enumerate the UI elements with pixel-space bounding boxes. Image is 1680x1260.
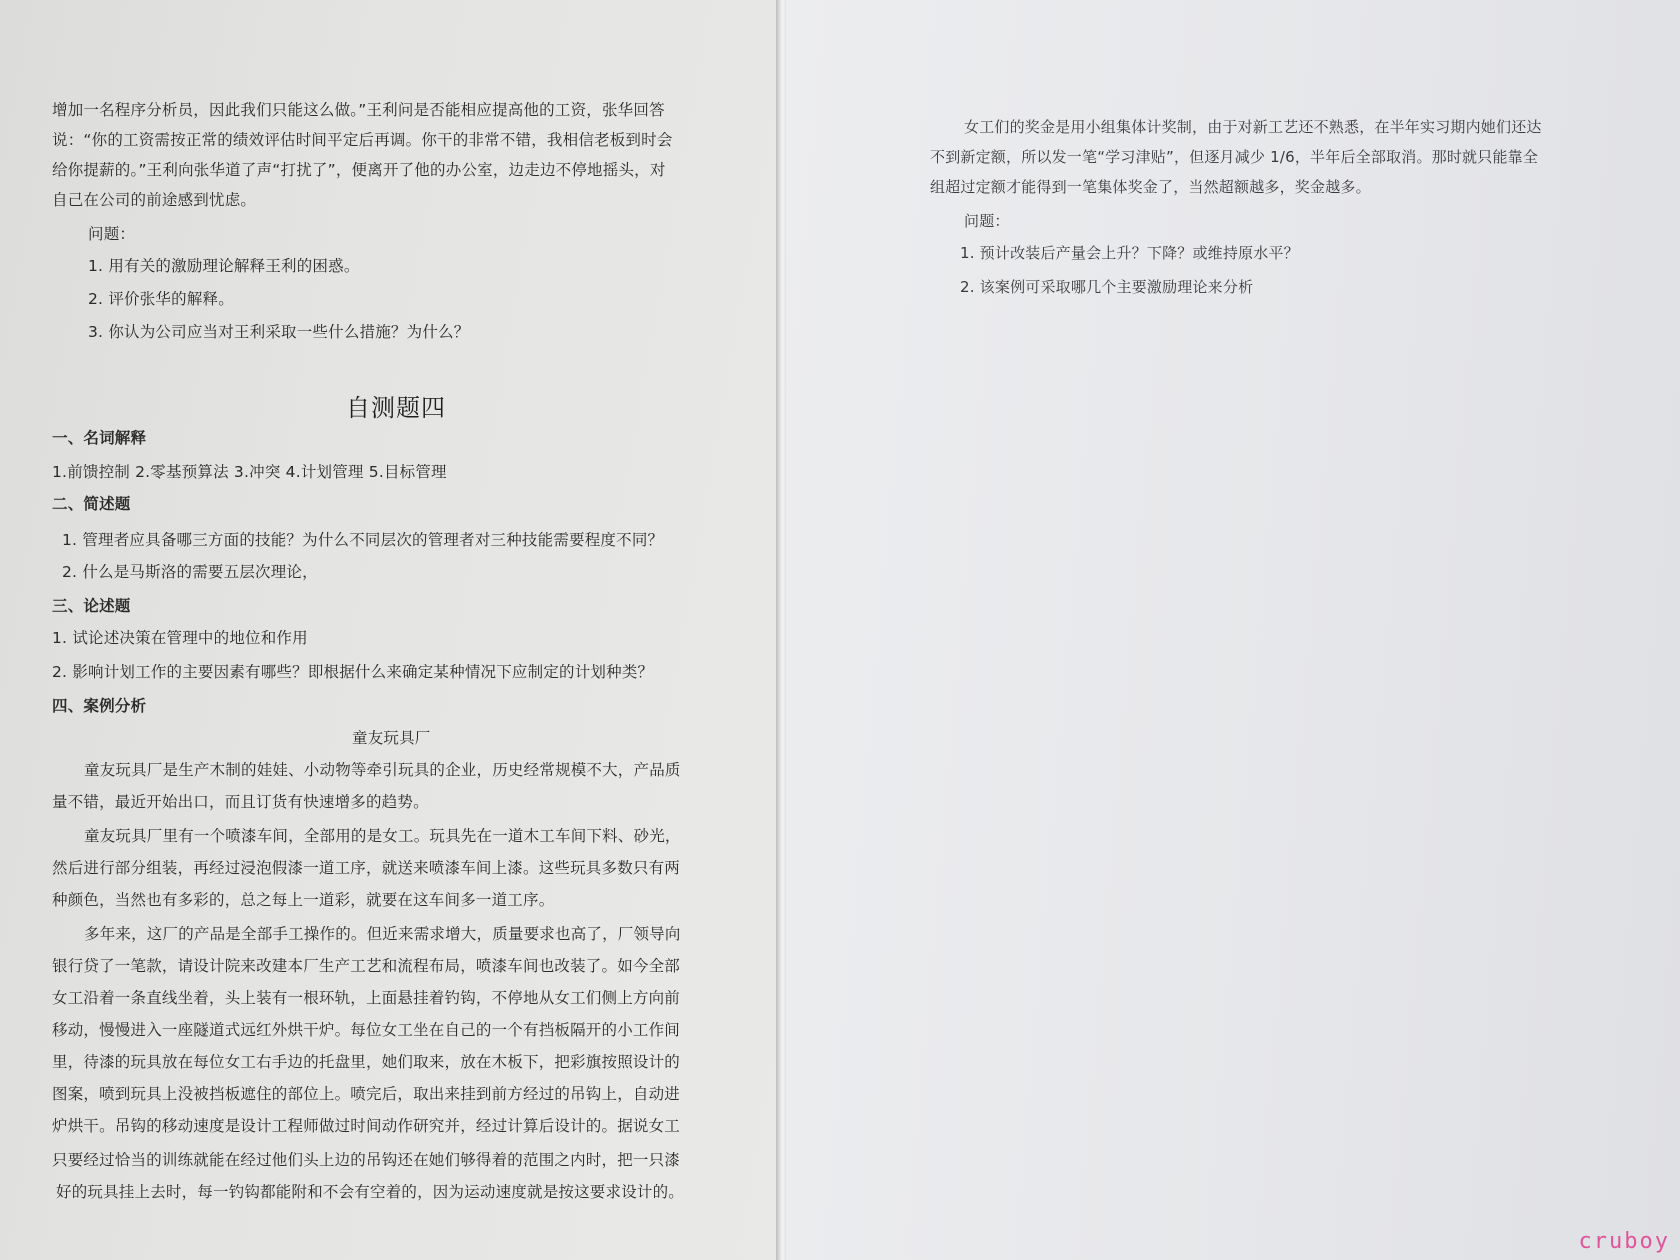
watermark-logo: cruboy bbox=[1578, 1229, 1670, 1254]
case-paragraph-line: 里，待漆的玩具放在每位女工右手边的托盘里，她们取来，放在木板下，把彩旗按照设计的 bbox=[52, 1053, 681, 1071]
case-paragraph-line: 银行贷了一笔款，请设计院来改建本厂生产工艺和流程布局，喷漆车间也改装了。如今全部 bbox=[52, 957, 681, 975]
intro-line: 增加一名程序分析员，因此我们只能这么做。”王利问是否能相应提高他的工资，张华回答 bbox=[52, 101, 665, 119]
term-list: 1.前馈控制 2.零基预算法 3.冲突 4.计划管理 5.目标管理 bbox=[52, 463, 447, 481]
case-paragraph-line: 好的玩具挂上去时，每一钓钩都能附和不会有空着的，因为运动速度就是按这要求设计的。 bbox=[56, 1183, 685, 1201]
case-paragraph-line: 种颜色，当然也有多彩的，总之每上一道彩，就要在这车间多一道工序。 bbox=[52, 891, 555, 909]
essay-item: 2. 影响计划工作的主要因素有哪些？即根据什么来确定某种情况下应制定的计划种类？ bbox=[52, 663, 654, 681]
case-paragraph-line: 只要经过恰当的训练就能在经过他们头上边的吊钩还在她们够得着的范围之内时，把一只漆 bbox=[52, 1151, 681, 1169]
case-paragraph-line: 图案，喷到玩具上没被挡板遮住的部位上。喷完后，取出来挂到前方经过的吊钩上，自动进 bbox=[52, 1085, 681, 1103]
case-paragraph-line: 移动，慢慢进入一座隧道式远红外烘干炉。每位女工坐在自己的一个有挡板隔开的小工作间 bbox=[52, 1021, 681, 1039]
case-paragraph-line: 然后进行部分组装，再经过浸泡假漆一道工序，就送来喷漆车间上漆。这些玩具多数只有两 bbox=[52, 859, 681, 877]
intro-line: 说：“你的工资需按正常的绩效评估时间平定后再调。你干的非常不错，我相信老板到时会 bbox=[52, 131, 673, 149]
questions-label: 问题： bbox=[964, 212, 1010, 230]
right-page bbox=[786, 0, 1680, 1260]
short-answer-item: 2. 什么是马斯洛的需要五层次理论， bbox=[62, 563, 318, 581]
paragraph-line: 女工们的奖金是用小组集体计奖制，由于对新工艺还不熟悉，在半年实习期内她们还达 bbox=[964, 118, 1542, 136]
paragraph-line: 不到新定额，所以发一笔“学习津贴”，但逐月减少 1/6，半年后全部取消。那时就只能靠全 bbox=[930, 148, 1539, 166]
case-paragraph-line: 童友玩具厂是生产木制的娃娃、小动物等牵引玩具的企业，历史经常规模不大，产品质 bbox=[84, 761, 681, 779]
left-page bbox=[0, 0, 780, 1260]
intro-line: 给你提薪的。”王利向张华道了声“打扰了”，便离开了他的办公室，边走边不停地摇头，对 bbox=[52, 161, 666, 179]
page-title: 自测题四 bbox=[346, 394, 446, 422]
section-heading: 一、名词解释 bbox=[52, 429, 147, 447]
case-paragraph-line: 量不错，最近开始出口，而且订货有快速增多的趋势。 bbox=[52, 793, 429, 811]
paragraph-line: 组超过定额才能得到一笔集体奖金了，当然超额越多，奖金越多。 bbox=[930, 178, 1371, 196]
questions-label: 问题： bbox=[88, 225, 136, 243]
essay-item: 1. 试论述决策在管理中的地位和作用 bbox=[52, 629, 308, 647]
short-answer-item: 1. 管理者应具备哪三方面的技能？为什么不同层次的管理者对三种技能需要程度不同？ bbox=[62, 531, 664, 549]
question-item: 2. 评价张华的解释。 bbox=[88, 290, 234, 308]
intro-line: 自己在公司的前途感到忧虑。 bbox=[52, 191, 257, 209]
question-item: 2. 该案例可采取哪几个主要激励理论来分析 bbox=[960, 278, 1254, 296]
case-paragraph-line: 童友玩具厂里有一个喷漆车间，全部用的是女工。玩具先在一道木工车间下料、砂光， bbox=[84, 827, 681, 845]
question-item: 3. 你认为公司应当对王利采取一些什么措施？为什么？ bbox=[88, 323, 470, 341]
section-heading: 二、简述题 bbox=[52, 495, 131, 513]
question-item: 1. 预计改装后产量会上升？下降？或维持原水平？ bbox=[960, 244, 1299, 262]
section-heading: 四、案例分析 bbox=[52, 697, 147, 715]
case-title: 童友玩具厂 bbox=[352, 729, 431, 747]
section-heading: 三、论述题 bbox=[52, 597, 131, 615]
case-paragraph-line: 多年来，这厂的产品是全部手工操作的。但近来需求增大，质量要求也高了，厂领导向 bbox=[84, 925, 681, 943]
case-paragraph-line: 炉烘干。吊钩的移动速度是设计工程师做过时间动作研究并，经过计算后设计的。据说女工 bbox=[52, 1117, 681, 1135]
question-item: 1. 用有关的激励理论解释王利的困惑。 bbox=[88, 257, 360, 275]
case-paragraph-line: 女工沿着一条直线坐着，头上装有一根环轨，上面悬挂着钓钩，不停地从女工们侧上方向前 bbox=[52, 989, 681, 1007]
